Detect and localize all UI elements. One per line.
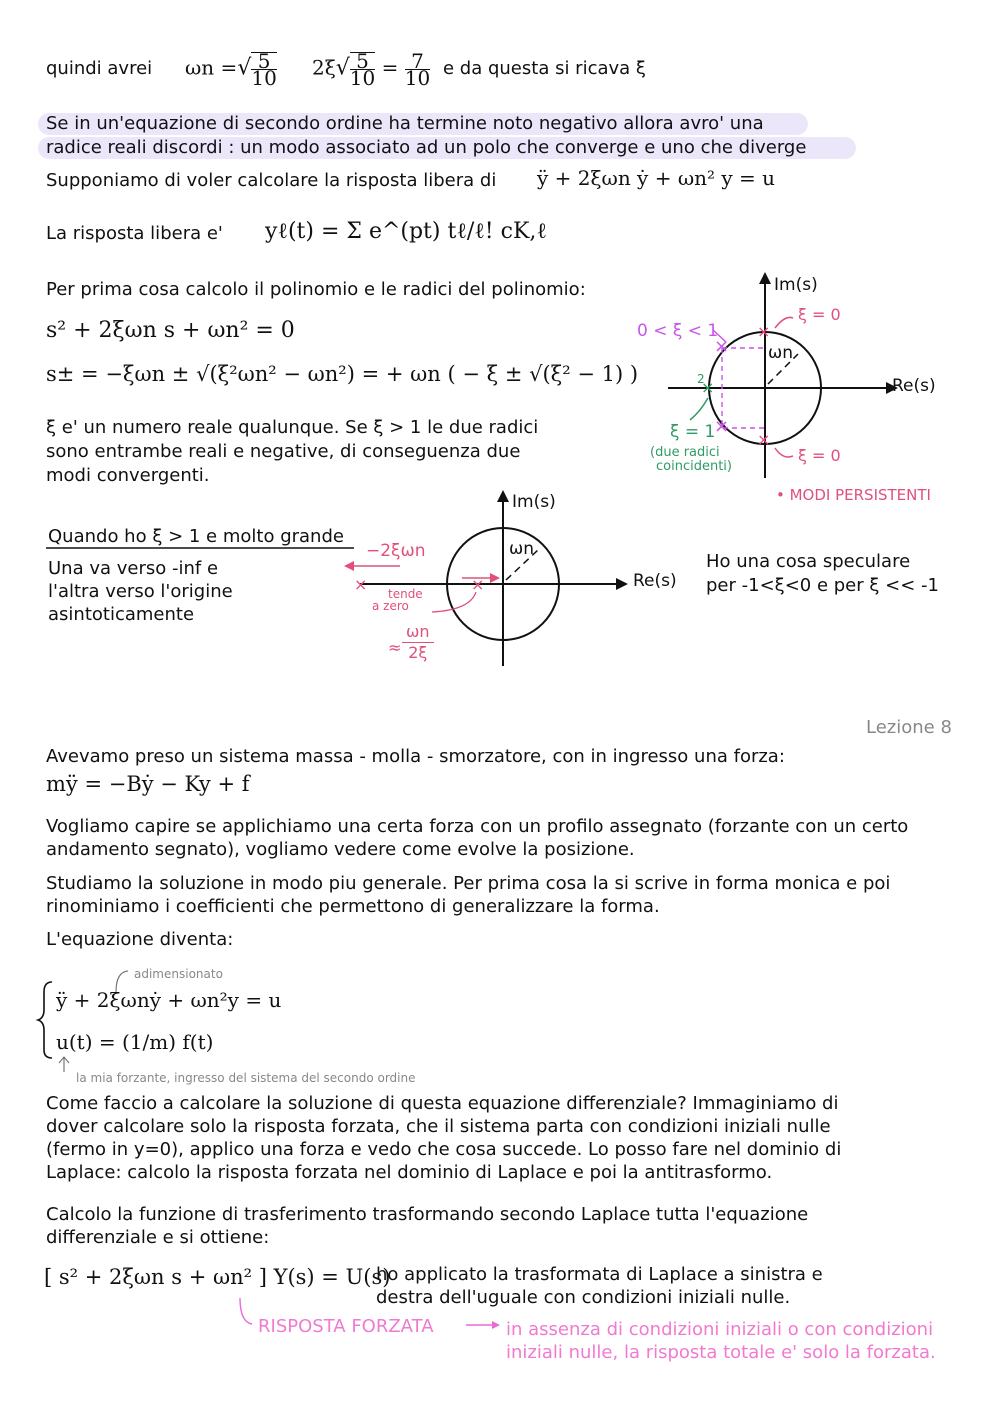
para3-line1: Vogliamo capire se applichiamo una certa forza con un profilo assegnato (forzante con un certo <box>46 816 909 837</box>
d2-tende1: tende <box>388 587 423 601</box>
risposta-head <box>492 1321 500 1329</box>
d1-wn-label: ωn <box>768 343 794 363</box>
d1-pole-mag-top: × <box>714 336 730 357</box>
line-risposta-libera: La risposta libera e' <box>46 223 223 244</box>
sqrt-den: 10 <box>251 66 277 90</box>
d2-re-arrow <box>616 578 628 590</box>
formula-2xi: 2ξ√ $\frac{5}{10}$ = $\frac{7}{10}$ <box>312 48 431 90</box>
d2-approx-num: ωn <box>402 622 434 643</box>
d2-im-arrow <box>497 490 509 502</box>
d1-xi0-top: ξ = 0 <box>798 305 841 324</box>
formula-wn-sqrt: ωn =√ $\frac{5}{10}$ <box>185 49 277 90</box>
d1-two-label: 2 <box>697 372 705 386</box>
line-quindi-avrei: quindi avrei <box>46 58 153 79</box>
para3-line2: andamento segnato), vogliamo vedere come evolve la posizione. <box>46 839 635 860</box>
d2-wn-label: ωn <box>509 539 535 559</box>
para5-line3: (fermo in y=0), applico una forza e vedo che cosa succede. Lo posso fare nel dominio di <box>46 1139 842 1160</box>
d1-re-label: Re(s) <box>892 376 936 396</box>
laplace-note1: ho applicato la trasformata di Laplace a sinistra e <box>376 1264 823 1285</box>
line-supponiamo: Supponiamo di voler calcolare la risposta libera di <box>46 170 497 191</box>
d2-tende-arrow <box>432 592 476 612</box>
d2-tende2: a zero <box>372 599 409 613</box>
para2-line2: l'altra verso l'origine <box>48 581 233 602</box>
para2-line3: asintoticamente <box>48 604 195 625</box>
eq2-den: 10 <box>349 66 376 90</box>
specular-line2: per -1<ξ<0 e per ξ << -1 <box>706 575 939 596</box>
lezione-label: Lezione 8 <box>866 717 952 738</box>
d2-arrow-left-head <box>344 561 354 571</box>
d2-pole-far: × <box>354 575 368 594</box>
wn-label: ωn = <box>185 55 238 80</box>
line-prima-cosa: Per prima cosa calcolo il polinomio e le radici del polinomio: <box>46 279 586 300</box>
formula-polinomio: s² + 2ξωn s + ωn² = 0 <box>46 318 295 343</box>
para1-line2: sono entrambe reali e negative, di conseguenza due <box>46 441 521 462</box>
specular-line1: Ho una cosa speculare <box>706 551 911 572</box>
para6-line2: differenziale e si ottiene: <box>46 1227 270 1248</box>
eq2-rnum: 7 <box>405 53 430 70</box>
formula-laplace: [ s² + 2ξωn s + ωn² ] Y(s) = U(s) <box>44 1265 391 1289</box>
d1-arrow-top <box>775 317 793 328</box>
system-brace <box>38 982 52 1058</box>
d1-xi1-label: ξ = 1 <box>670 422 716 442</box>
d2-neg-label: −2ξωn <box>366 541 426 561</box>
system-eq1: ÿ + 2ξωnẏ + ωn²y = u <box>56 988 282 1012</box>
risposta-arrow <box>240 1298 252 1324</box>
d2-approx-frac <box>402 622 434 663</box>
d2-arrow-right-head <box>490 573 500 583</box>
para4-line1: Studiamo la soluzione in modo piu generale. Per prima cosa la si scrive in forma monica e poi <box>46 873 891 894</box>
eq2-num: 5 <box>350 53 375 70</box>
risposta-note1: in assenza di condizioni iniziali o con condizioni <box>506 1319 934 1340</box>
d1-range-label: 0 < ξ < 1 <box>637 321 719 341</box>
system-eq2: u(t) = (1/m) f(t) <box>56 1030 214 1054</box>
d1-persistenti: • MODI PERSISTENTI <box>776 486 931 504</box>
para5-line4: Laplace: calcolo la risposta forzata nel dominio di Laplace e poi la antitrasformo. <box>46 1162 773 1183</box>
highlight-text-2: radice reali discordi : un modo associato ad un polo che converge e uno che diverge <box>46 137 807 158</box>
para5-line2: dover calcolare solo la risposta forzata, che il sistema parta con condizioni iniziali nulle <box>46 1116 831 1137</box>
d1-im-label: Im(s) <box>774 275 818 295</box>
laplace-note2: destra dell'uguale con condizioni iniziali nulle. <box>376 1287 791 1308</box>
sqrt-num: 5 <box>251 53 276 70</box>
formula-massa: mÿ = −Bẏ − Ky + f <box>46 772 250 796</box>
highlight-text-1: Se in un'equazione di secondo ordine ha termine noto negativo allora avro' una <box>46 113 764 134</box>
para5-line1: Come faccio a calcolare la soluzione di questa equazione differenziale? Immaginiamo di <box>46 1093 839 1114</box>
para2-title: Quando ho ξ > 1 e molto grande <box>48 526 344 547</box>
formula-ode: ÿ + 2ξωn ẏ + ωn² y = u <box>537 166 776 190</box>
d2-approx-den: 2ξ <box>408 643 428 662</box>
risposta-forzata: RISPOSTA FORZATA <box>258 1316 434 1337</box>
formula-risposta-libera: yℓ(t) = Σ e^(pt) tℓ/ℓ! cK,ℓ <box>265 219 547 244</box>
d1-pole-bottom: × <box>757 430 771 449</box>
d1-pole-mag-bottom: × <box>714 416 730 437</box>
para1-line3: modi convergenti. <box>46 465 210 486</box>
d1-pole-green: × <box>701 378 715 397</box>
d1-im-arrow <box>759 272 771 284</box>
adim-note: adimensionato <box>134 967 223 981</box>
d2-re-label: Re(s) <box>633 571 677 591</box>
para6-line1: Calcolo la funzione di trasferimento trasformando secondo Laplace tutta l'equazione <box>46 1204 809 1225</box>
line-ricava: e da questa si ricava ξ <box>443 58 646 79</box>
d1-arrow-bot <box>775 448 793 457</box>
d2-im-label: Im(s) <box>512 492 556 512</box>
d1-xi1-note1: (due radici <box>650 445 720 460</box>
eq2-rden: 10 <box>404 65 431 90</box>
formula-radici: s± = −ξωn ± √(ξ²ωn² − ωn²) = + ωn ( − ξ ± √(ξ² − 1) ) <box>46 362 639 386</box>
d1-xi0-bottom: ξ = 0 <box>798 446 841 465</box>
d1-pole-top: × <box>757 322 771 341</box>
line-massa: Avevamo preso un sistema massa - molla - smorzatore, con in ingresso una forza: <box>46 746 785 767</box>
para2-line1: Una va verso -inf e <box>48 558 219 579</box>
para1-line1: ξ e' un numero reale qualunque. Se ξ > 1 le due radici <box>46 417 539 438</box>
d2-approx-sign: ≈ <box>388 638 402 657</box>
para4-line2: rinominiamo i coefficienti che permettono di generalizzare la forma. <box>46 896 660 917</box>
d2-pole-near: × <box>471 575 485 594</box>
line-equazione-diventa: L'equazione diventa: <box>46 929 234 950</box>
forzante-note: la mia forzante, ingresso del sistema del secondo ordine <box>76 1071 416 1085</box>
eq2-left: 2ξ <box>312 55 336 80</box>
forz-arrow <box>59 1057 69 1072</box>
risposta-note2: iniziali nulle, la risposta totale e' solo la forzata. <box>506 1342 936 1363</box>
d1-arrow-xi1 <box>690 398 708 420</box>
d1-xi1-note2: coincidenti) <box>656 459 732 474</box>
